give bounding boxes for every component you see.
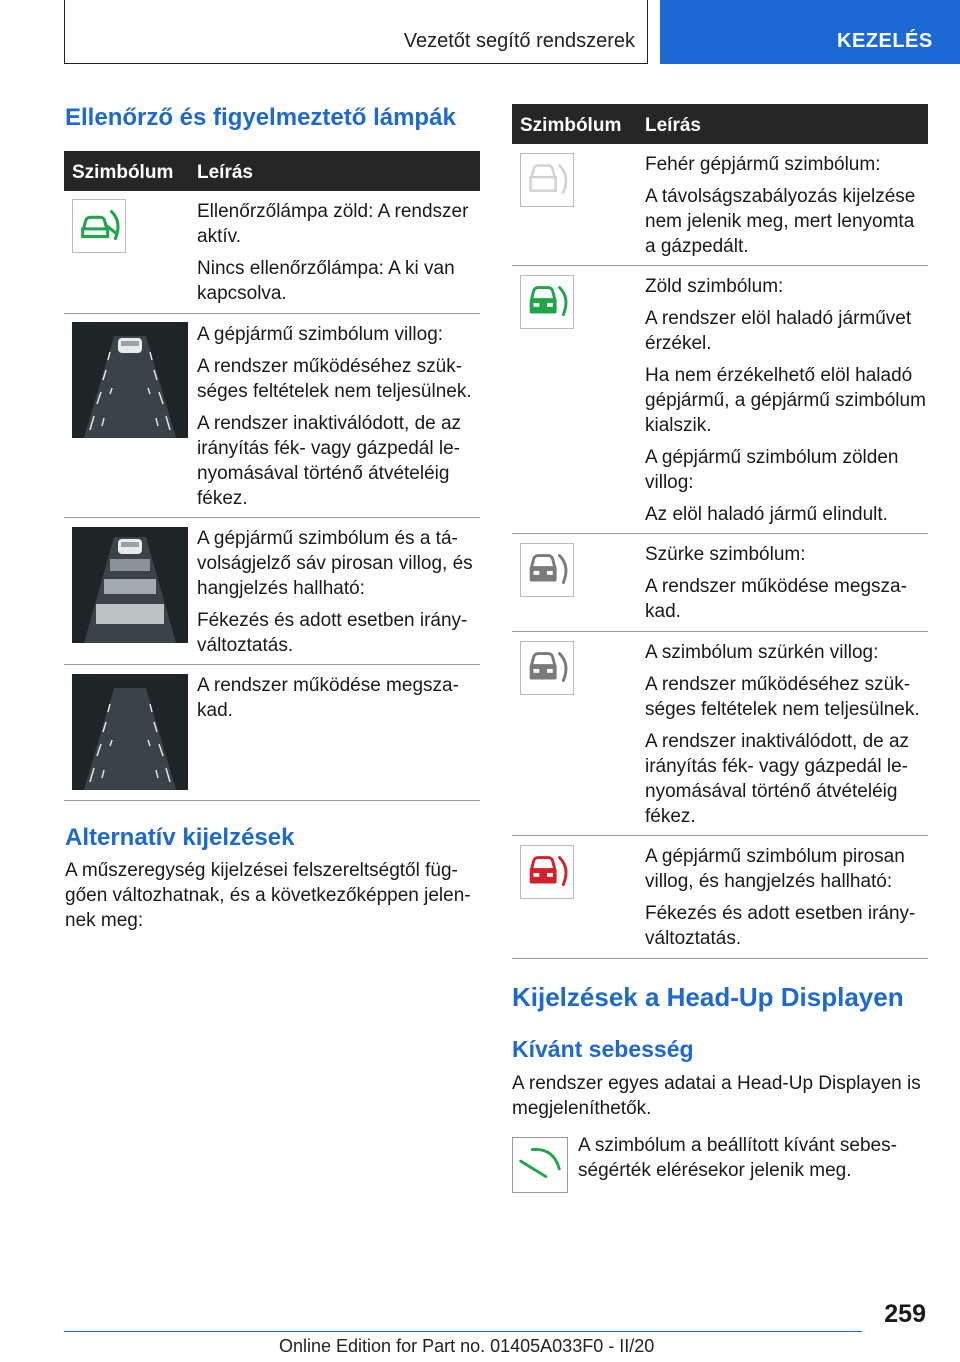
desc-line: A rendszer működése megszakad.	[197, 675, 459, 721]
desc-line: Az elöl haladó jármű elindult.	[645, 504, 888, 525]
white-car-icon	[520, 153, 574, 207]
grey-car-icon	[520, 543, 574, 597]
table-row	[512, 632, 928, 836]
col-symbol: Szimbólum	[520, 115, 622, 136]
section-title: Vezetőt segítő rendszerek	[403, 30, 635, 52]
green-lamp-icon	[72, 199, 126, 253]
table-header	[64, 151, 480, 191]
hud-text: A rendszer egyes adatai a Head-Up Displayen is megjeleníthetők.	[512, 1073, 921, 1119]
desc-line: Ha nem érzékelhető elöl haladó gépjármű, a gépjármű szimbólum kialszik.	[645, 365, 926, 436]
table-header	[512, 104, 928, 144]
desc-line: A gépjármű szimbólum villog:	[197, 324, 444, 345]
hud-note: A szimbólum a beállított kívánt sebességérték elérésekor jelenik meg.	[578, 1135, 897, 1181]
lane-car-bars-image	[72, 527, 188, 643]
desc-line: A rendszer inaktiválódott, de az irányítás fék- vagy gázpedál lenyomásával történő átvételéig fékez.	[197, 413, 462, 509]
right-symbol-table	[512, 104, 928, 959]
left-table-title: Ellenőrző és figyelmeztető lámpák	[65, 104, 456, 131]
table-row	[512, 534, 928, 632]
chapter-tab[interactable]	[660, 0, 960, 64]
header-box	[64, 0, 648, 64]
grey-car-icon	[520, 641, 574, 695]
desc-line: A rendszer működése megszakad.	[645, 576, 907, 622]
desc-line: Szürke szimbólum:	[645, 544, 806, 565]
left-symbol-table	[64, 151, 480, 801]
table-row	[64, 191, 480, 314]
table-row	[64, 518, 480, 665]
desc-line: Fékezés és adott esetben irányváltoztatás.	[645, 903, 916, 949]
table-row	[64, 314, 480, 518]
desc-line: Zöld szimbólum:	[645, 276, 784, 297]
chapter-tab-label: KEZELÉS	[837, 30, 933, 52]
alt-display-heading: Alternatív kijelzések	[65, 824, 295, 851]
table-row	[512, 266, 928, 534]
page-number: 259	[884, 1300, 926, 1328]
table-row	[512, 836, 928, 959]
footer-edition: Online Edition for Part no. 01405A033F0 - II/20	[279, 1336, 655, 1356]
lane-empty-image	[72, 674, 188, 790]
desc-line: Ellenőrzőlámpa zöld: A rendszer aktív.	[197, 201, 469, 247]
col-description: Leírás	[645, 115, 701, 136]
hud-heading: Kijelzések a Head-Up Displayen	[512, 982, 904, 1012]
desc-line: Fehér gépjármű szimbólum:	[645, 154, 881, 175]
desc-line: A rendszer működéséhez szükséges feltételek nem teljesülnek.	[645, 674, 920, 720]
table-row	[64, 665, 480, 801]
desc-line: A gépjármű szimbólum pirosan villog, és hangjelzés hallható:	[645, 846, 905, 892]
lane-car-image	[72, 322, 188, 438]
col-description: Leírás	[197, 162, 253, 183]
desc-line: A gépjármű szimbólum zölden villog:	[645, 447, 899, 493]
desc-line: A rendszer működéséhez szükséges feltételek nem teljesülnek.	[197, 356, 472, 402]
desc-line: A szimbólum szürkén villog:	[645, 642, 879, 663]
desc-line: A rendszer inaktiválódott, de az irányítás fék- vagy gázpedál lenyomásával történő átvételéig fékez.	[645, 731, 910, 827]
col-symbol: Szimbólum	[72, 162, 174, 183]
hud-subheading: Kívánt sebesség	[512, 1036, 694, 1062]
table-row	[512, 144, 928, 266]
green-car-icon	[520, 275, 574, 329]
desc-line: A távolságszabályozás kijelzése nem jelenik meg, mert lenyomta a gázpedált.	[645, 186, 916, 257]
footer-divider	[64, 1331, 862, 1332]
speed-needle-icon	[512, 1137, 568, 1193]
red-car-icon	[520, 845, 574, 899]
desc-line: Fékezés és adott esetben irányváltoztatás.	[197, 610, 468, 656]
desc-line: A rendszer elöl haladó járművet érzékel.	[645, 308, 912, 354]
alt-display-text: A műszeregység kijelzései felszereltségtől függően változhatnak, és a következőképpen jelennek meg:	[65, 860, 471, 931]
desc-line: A gépjármű szimbólum és a távolságjelző sáv pirosan villog, és hangjelzés hallható:	[197, 528, 473, 599]
desc-line: Nincs ellenőrzőlámpa: A ki van kapcsolva.	[197, 258, 455, 304]
